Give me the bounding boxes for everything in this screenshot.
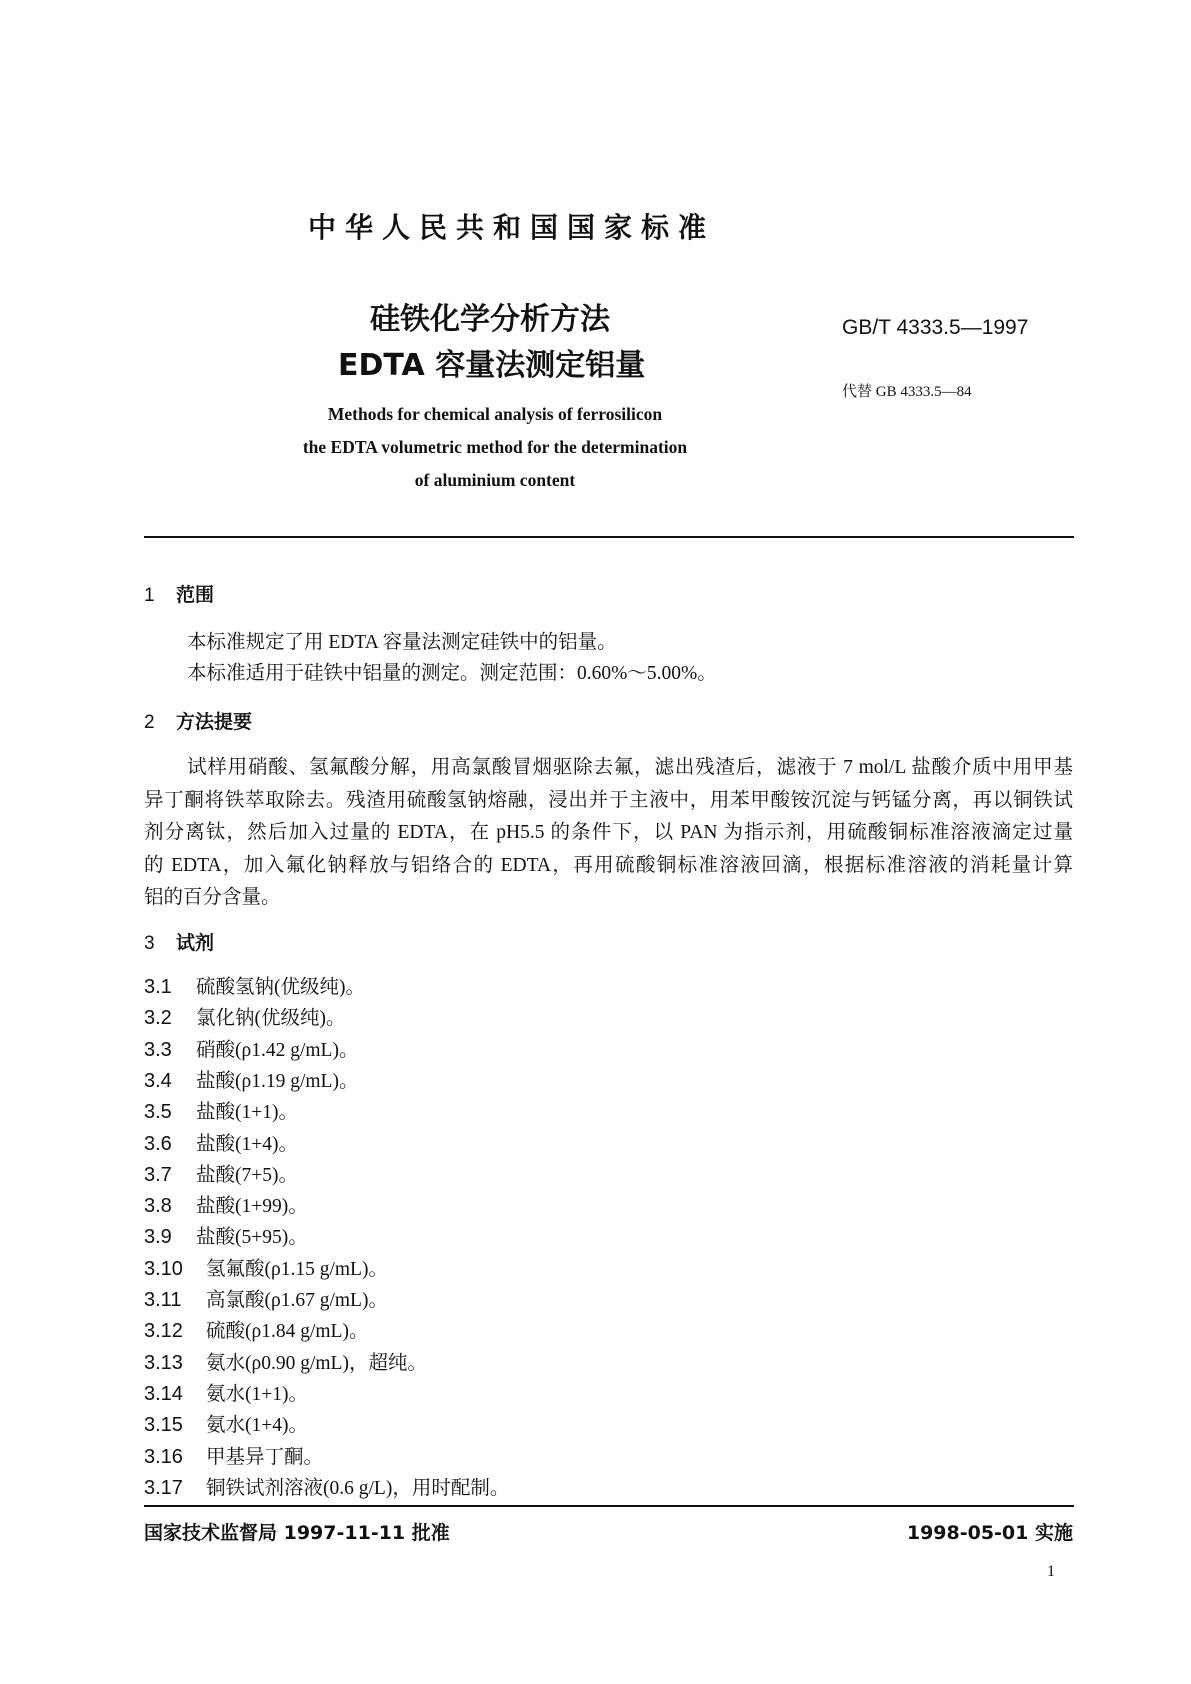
reagent-item xyxy=(144,1441,323,1469)
section-2-line: 试样用硝酸、氢氟酸分解，用高氯酸冒烟驱除去氟，滤出残渣后，滤液于 7 mol/L 盐酸介质中用甲基 xyxy=(187,757,1073,778)
reagent-item xyxy=(144,1002,346,1030)
reagent-text: 氯化钠(优级纯)。 xyxy=(196,1008,346,1030)
reagent-item xyxy=(144,1034,358,1062)
reagent-number: 3.7 xyxy=(144,1163,172,1186)
reagent-number: 3.11 xyxy=(144,1289,182,1311)
reagent-text: 盐酸(1+1)。 xyxy=(196,1102,298,1124)
reagent-text: 盐酸(1+4)。 xyxy=(196,1133,298,1155)
replaces-standard: 代替 GB 4333.5—84 xyxy=(842,384,972,400)
section-2-line: 铝的百分含量。 xyxy=(144,887,281,908)
reagent-number: 3.14 xyxy=(144,1382,183,1405)
title-en-line1: Methods for chemical analysis of ferrosilicon xyxy=(327,404,663,424)
reagent-number: 3.1 xyxy=(144,976,172,998)
reagent-item xyxy=(144,1315,368,1343)
reagent-number: 3.5 xyxy=(144,1101,172,1124)
reagent-item xyxy=(144,1065,358,1093)
reagent-item xyxy=(144,1284,388,1312)
national-standard-heading: 中华人民共和国国家标准 xyxy=(308,211,716,244)
reagent-number: 3.13 xyxy=(144,1351,183,1374)
reagent-text: 氨水(1+4)。 xyxy=(206,1415,308,1437)
reagent-item xyxy=(144,1221,308,1249)
reagent-text: 高氯酸(ρ1.67 g/mL)。 xyxy=(206,1290,388,1311)
section-1-line: 本标准规定了用 EDTA 容量法测定硅铁中的铝量。 xyxy=(187,632,617,653)
reagent-number: 3.9 xyxy=(144,1226,172,1249)
section-2-line: 的 EDTA，加入氟化钠释放与铝络合的 EDTA，再用硫酸铜标准溶液回滴，根据标准溶液的消耗量计算 xyxy=(144,855,1073,876)
effective-date: 1998-05-01 实施 xyxy=(906,1522,1073,1544)
reagent-text: 盐酸(ρ1.19 g/mL)。 xyxy=(196,1070,359,1092)
reagent-item xyxy=(144,1472,509,1500)
approval-date: 国家技术监督局 1997-11-11 批准 xyxy=(144,1522,450,1544)
reagent-number: 3.16 xyxy=(144,1445,183,1468)
page-number: 1 xyxy=(1047,1563,1055,1580)
reagent-text: 硫酸(ρ1.84 g/mL)。 xyxy=(206,1321,369,1343)
reagent-number: 3.4 xyxy=(144,1069,172,1092)
reagent-number: 3.8 xyxy=(144,1195,172,1218)
reagent-number: 3.17 xyxy=(144,1476,183,1499)
reagent-number: 3.15 xyxy=(144,1414,183,1437)
reagent-item xyxy=(144,1347,427,1375)
reagent-number: 3.6 xyxy=(144,1132,172,1155)
reagent-number: 3.12 xyxy=(144,1320,183,1343)
reagent-item xyxy=(144,971,365,999)
title-cn-line1: 硅铁化学分析方法 xyxy=(370,302,610,337)
reagent-text: 盐酸(5+95)。 xyxy=(196,1227,308,1249)
title-cn-line2: EDTA 容量法测定铝量 xyxy=(338,348,646,383)
section-2-heading: 2 方法提要 xyxy=(144,711,253,733)
footer-divider xyxy=(144,1505,1074,1507)
reagent-item xyxy=(144,1378,308,1406)
reagent-item xyxy=(144,1253,388,1281)
reagent-text: 氨水(1+1)。 xyxy=(206,1383,308,1405)
reagent-number: 3.10 xyxy=(144,1257,183,1280)
reagent-item xyxy=(144,1190,308,1218)
reagent-text: 硫酸氢钠(优级纯)。 xyxy=(196,977,365,998)
section-2-line: 剂分离钛，然后加入过量的 EDTA，在 pH5.5 的条件下，以 PAN 为指示剂，用硫酸铜标准溶液滴定过量 xyxy=(144,822,1073,843)
header-divider xyxy=(144,536,1074,538)
reagent-item xyxy=(144,1159,298,1187)
reagent-text: 盐酸(7+5)。 xyxy=(196,1164,298,1186)
reagent-item xyxy=(144,1128,298,1156)
reagent-item xyxy=(144,1096,298,1124)
reagent-number: 3.3 xyxy=(144,1038,172,1061)
section-3-heading: 3 试剂 xyxy=(144,932,215,954)
reagent-text: 硝酸(ρ1.42 g/mL)。 xyxy=(196,1039,359,1061)
reagent-text: 氨水(ρ0.90 g/mL)，超纯。 xyxy=(206,1352,427,1374)
reagent-number: 3.2 xyxy=(144,1007,172,1030)
standard-number: GB/T 4333.5—1997 xyxy=(842,316,1029,339)
reagent-item xyxy=(144,1409,308,1437)
reagent-text: 甲基异丁酮。 xyxy=(206,1446,324,1468)
section-1-heading: 1 范围 xyxy=(144,584,215,606)
reagent-text: 氢氟酸(ρ1.15 g/mL)。 xyxy=(206,1258,388,1280)
reagent-text: 盐酸(1+99)。 xyxy=(196,1196,308,1218)
title-en-line3: of aluminium content xyxy=(414,470,576,490)
section-1-line: 本标准适用于硅铁中铝量的测定。测定范围：0.60%～5.00%。 xyxy=(187,663,717,684)
section-2-line: 异丁酮将铁萃取除去。残渣用硫酸氢钠熔融，浸出并于主液中，用苯甲酸铵沉淀与钙锰分离，再以铜铁试 xyxy=(144,790,1073,811)
title-en-line2: the EDTA volumetric method for the determination xyxy=(302,437,688,457)
reagent-text: 铜铁试剂溶液(0.6 g/L)，用时配制。 xyxy=(206,1477,510,1499)
